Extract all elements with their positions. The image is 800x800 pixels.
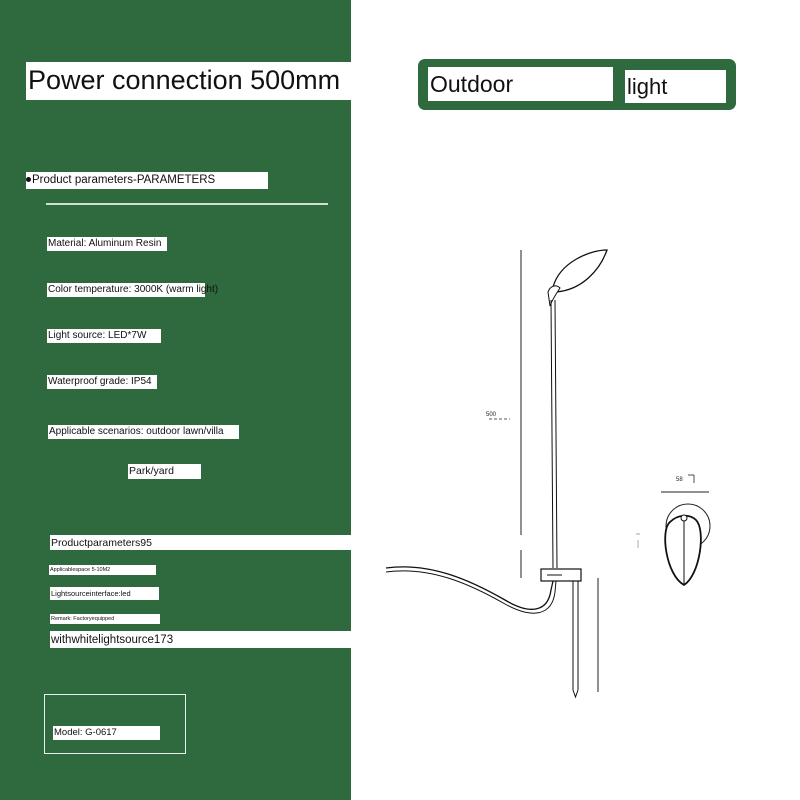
- side-view-shade: [665, 516, 701, 585]
- param-color-temperature: Color temperature: 3000K (warm light): [48, 284, 219, 295]
- model-label: Model: G-0617: [53, 726, 160, 740]
- power-cable: [386, 567, 553, 609]
- param-light-source: Light source: LED*7W: [47, 329, 161, 343]
- product-params-line: Lightsourceinterface:led: [50, 587, 159, 600]
- param-scenarios-continued: Park/yard: [128, 464, 201, 479]
- lamp-head-joint: [548, 286, 560, 306]
- lamp-pole-right: [555, 300, 557, 568]
- width-dimension-label: 58: [676, 477, 683, 483]
- product-params-line: Productparameters95: [50, 535, 351, 550]
- param-waterproof: Waterproof grade: IP54: [47, 375, 157, 389]
- product-params-line: withwhitelightsource173: [50, 631, 351, 648]
- product-params-line: Remark: Factoryequipped: [50, 614, 160, 624]
- product-params-line: Applicablespace 5-10M2: [49, 565, 156, 575]
- badge-label-light: light: [625, 70, 726, 103]
- param-material: Material: Aluminum Resin: [47, 237, 167, 251]
- badge-label-outdoor: Outdoor: [428, 67, 613, 101]
- parameters-heading: Product parameters-PARAMETERS: [26, 172, 268, 189]
- lamp-head-outline: [553, 250, 607, 292]
- page-title: Power connection 500mm: [26, 62, 355, 100]
- height-dimension-label: 500: [486, 412, 497, 418]
- param-scenarios: Applicable scenarios: outdoor lawn/villa: [48, 425, 239, 439]
- lamp-pole-left: [551, 300, 553, 568]
